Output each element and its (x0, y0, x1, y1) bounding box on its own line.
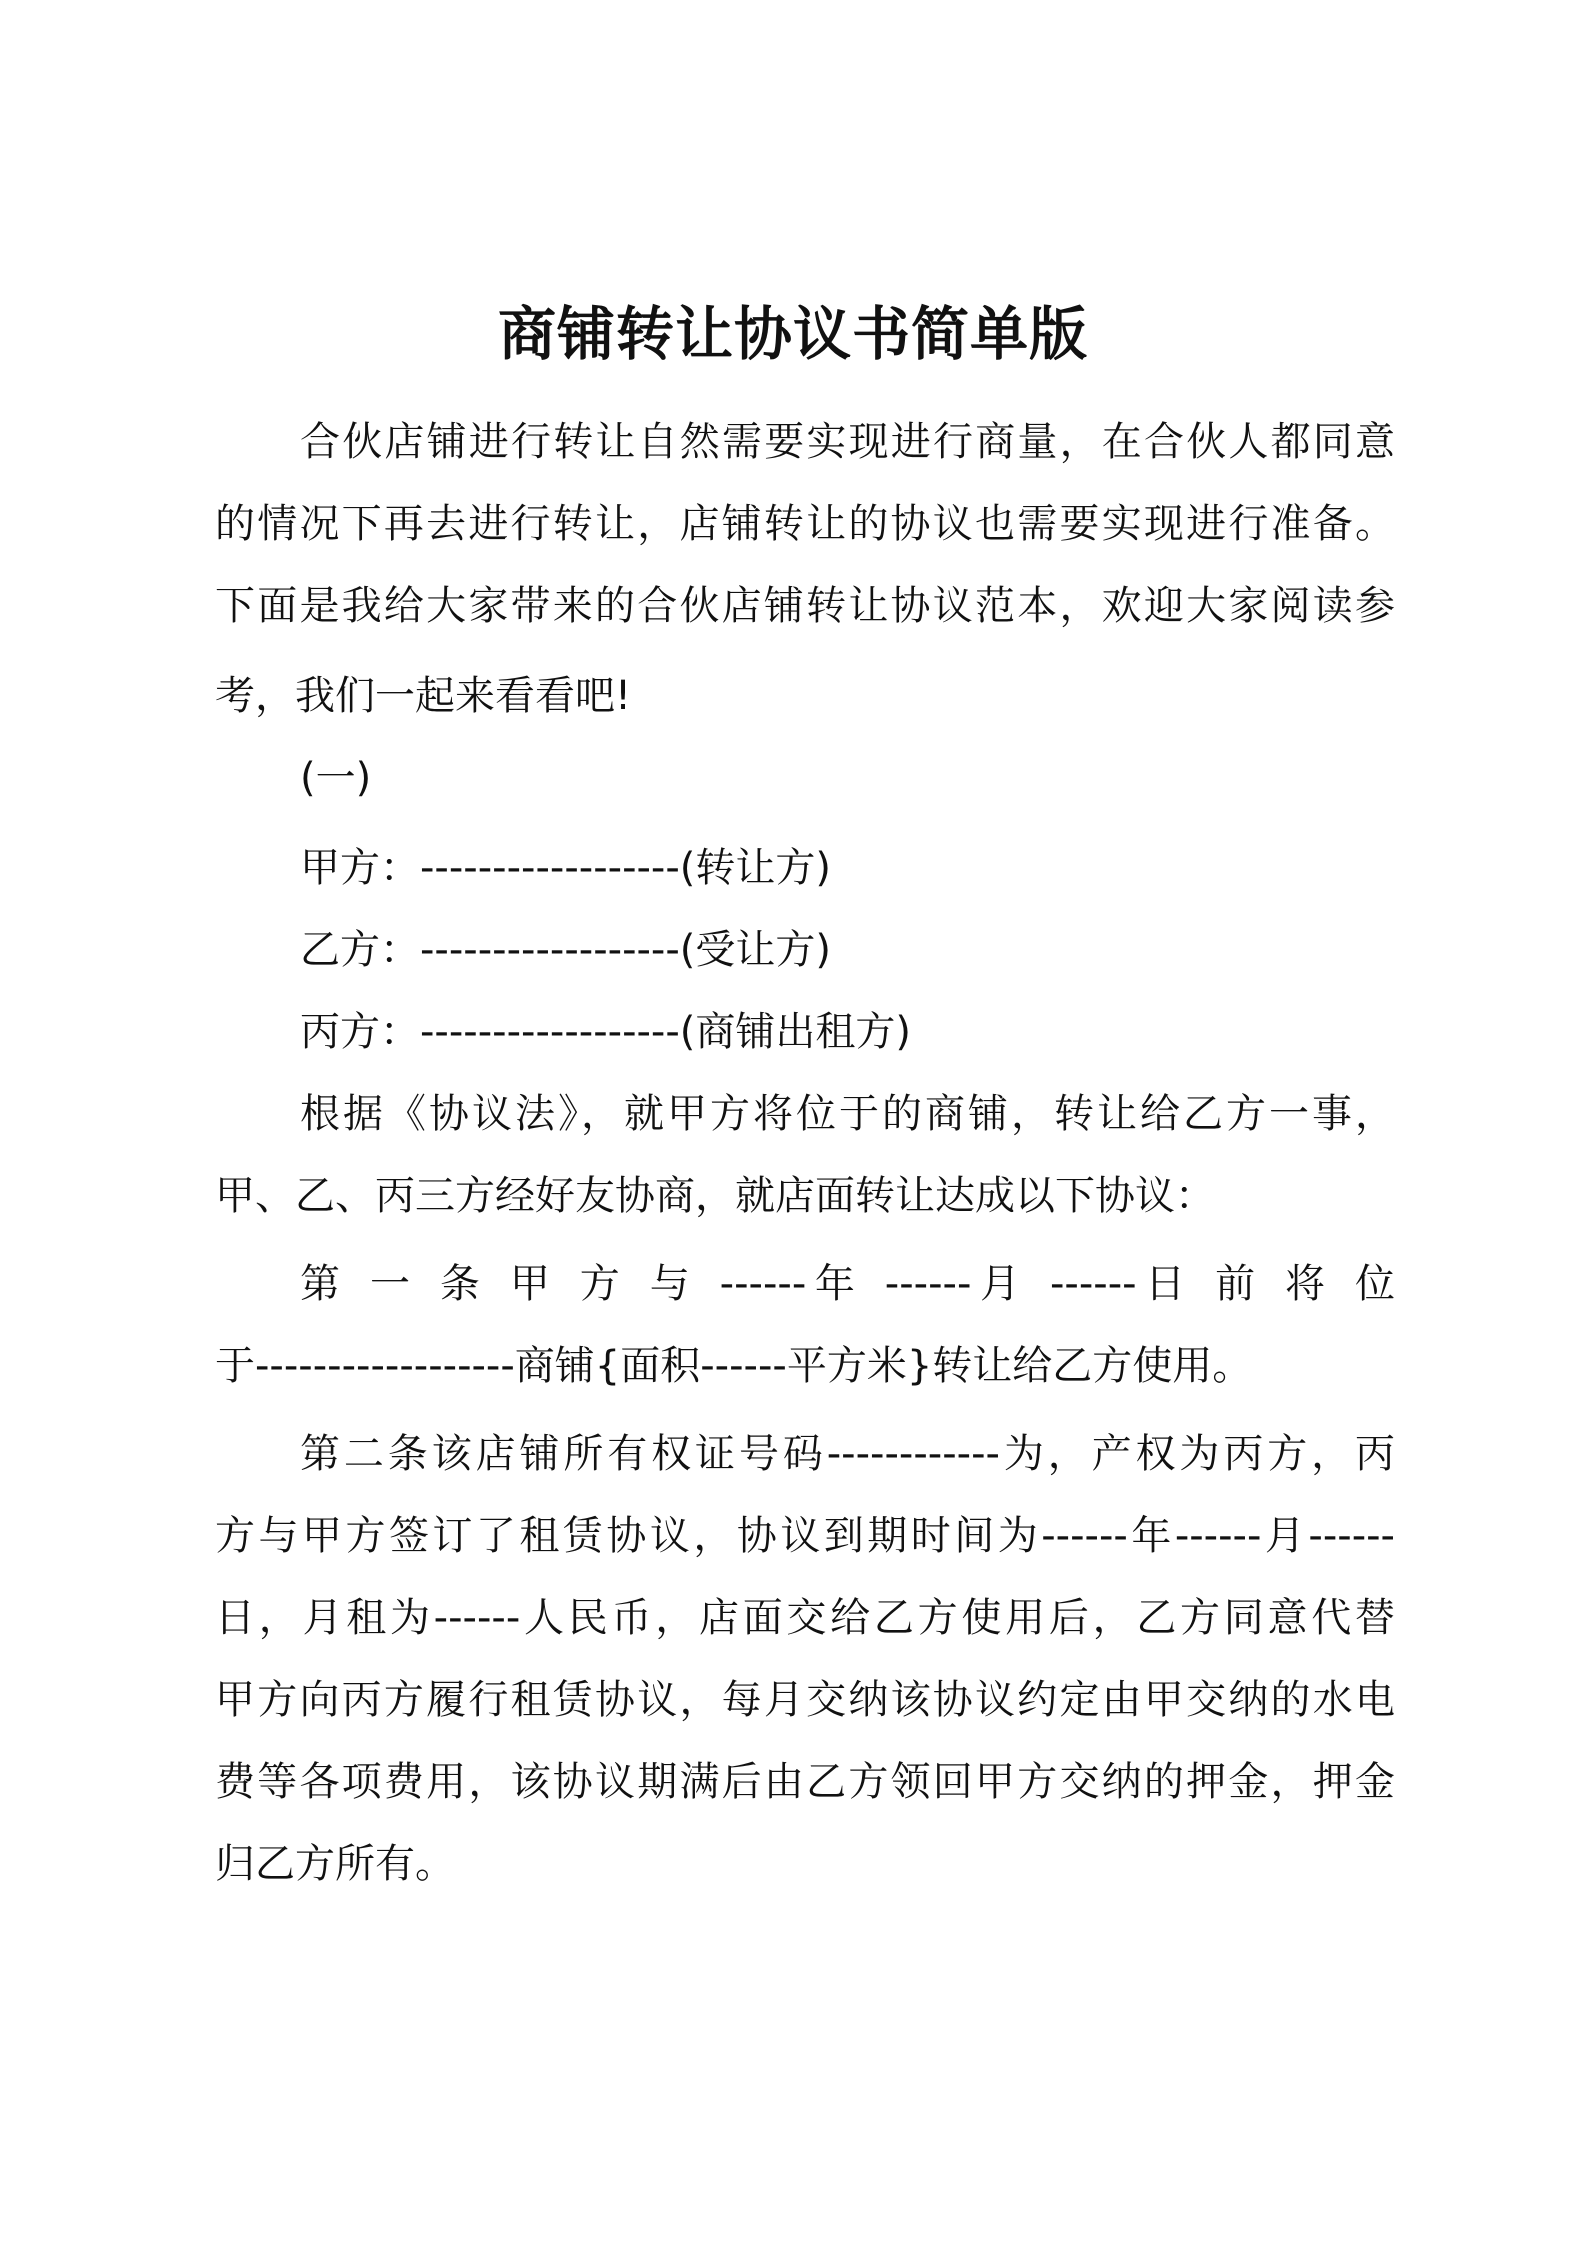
paragraph-line: 考，我们一起来看看吧! (215, 673, 632, 719)
article-2-line: 归乙方所有。 (215, 1841, 455, 1887)
party-c-line: 丙方：------------------(商铺出租方) (300, 1009, 912, 1055)
article-2-line: 甲方向丙方履行租赁协议，每月交纳该协议约定由甲交纳的水电 (215, 1677, 1395, 1723)
paragraph-line: 的情况下再去进行转让，店铺转让的协议也需要实现进行准备。 (215, 501, 1395, 547)
article-1-line: 于------------------商铺{面积------平方米}转让给乙方使用。 (215, 1343, 1253, 1389)
paragraph-line: 甲、乙、丙三方经好友协商，就店面转让达成以下协议： (215, 1173, 1215, 1219)
document-title: 商铺转让协议书简单版 (497, 300, 1088, 368)
section-number: (一) (300, 755, 372, 801)
party-a-line: 甲方：------------------(转让方) (300, 845, 832, 891)
paragraph-line: 合伙店铺进行转让自然需要实现进行商量，在合伙人都同意 (300, 419, 1395, 465)
paragraph-line: 下面是我给大家带来的合伙店铺转让协议范本，欢迎大家阅读参 (215, 583, 1395, 629)
article-2-line: 第二条该店铺所有权证号码------------为，产权为丙方，丙 (300, 1431, 1395, 1477)
article-2-line: 费等各项费用，该协议期满后由乙方领回甲方交纳的押金，押金 (215, 1759, 1395, 1805)
article-2-line: 日，月租为------人民币，店面交给乙方使用后，乙方同意代替 (215, 1595, 1395, 1641)
article-2-line: 方与甲方签订了租赁协议，协议到期时间为------年------月------ (215, 1513, 1395, 1559)
article-1-line: 第 一 条 甲 方 与 ------年 ------月 ------日 前 将 位 (300, 1261, 1395, 1307)
party-b-line: 乙方：------------------(受让方) (300, 927, 832, 973)
paragraph-line: 根据《协议法》，就甲方将位于的商铺，转让给乙方一事， (300, 1091, 1395, 1137)
